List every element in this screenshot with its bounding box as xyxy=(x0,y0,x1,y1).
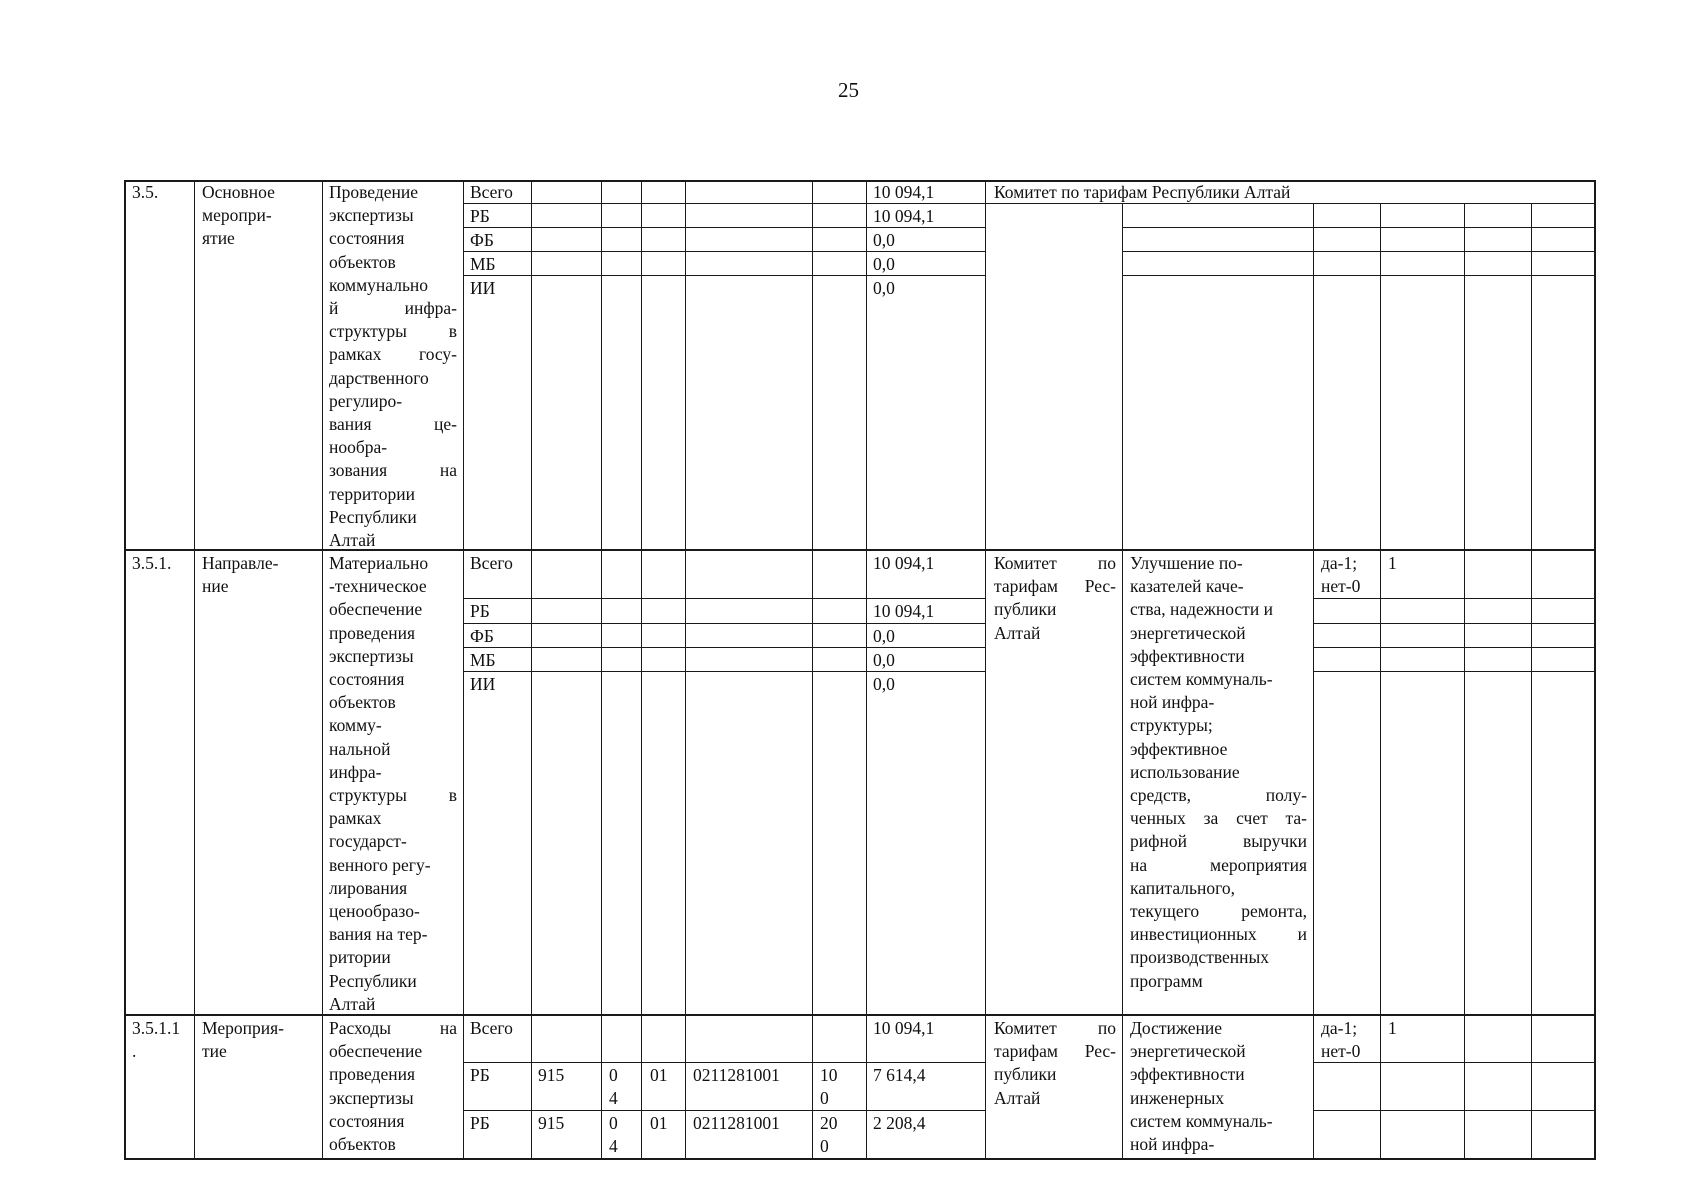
row-name: Материально -техническое обеспечение проведения экспертизы состояния объектов комму- нальной инфра- структуры в рамках государст- венного регу- лирования ценообразо- вания на тер- ритории Республики Алтай xyxy=(329,553,457,1014)
responsible-executor: Комитет по тарифам Республики Алтай xyxy=(994,182,1291,202)
source-mb: МБ xyxy=(470,254,496,274)
row-type: Направле- ние xyxy=(202,553,279,597)
amount-ii: 0,0 xyxy=(873,278,895,298)
responsible-executor: Комитет по тарифам Рес- публики Алтай xyxy=(994,553,1116,643)
amount-rb: 7 614,4 xyxy=(873,1065,926,1085)
responsible-executor: Комитет по тарифам Рес- публики Алтай xyxy=(994,1018,1116,1108)
source-fb: ФБ xyxy=(470,626,494,646)
target-article-code: 0211281001 xyxy=(693,1113,780,1133)
subsection-code: 01 xyxy=(650,1065,668,1085)
amount-fb: 0,0 xyxy=(873,626,895,646)
target-article-code: 0211281001 xyxy=(693,1065,780,1085)
source-fb: ФБ xyxy=(470,230,494,250)
source-ii: ИИ xyxy=(470,674,496,694)
unit-of-measure: да-1; нет-0 xyxy=(1321,1018,1361,1062)
row-name: Проведение экспертизы состояния объектов коммунально й инфра- структуры в рамках госу- дарственного регулиро- вания це- нообра- зования на территории Республики Алтай xyxy=(329,182,457,551)
source-rb: РБ xyxy=(470,206,490,226)
section-code: 0 4 xyxy=(609,1065,618,1109)
grbs-code: 915 xyxy=(538,1065,565,1085)
expense-type-code: 10 0 xyxy=(820,1065,838,1109)
source-rb: РБ xyxy=(470,1065,490,1085)
program-table xyxy=(124,180,1596,1160)
source-rb: РБ xyxy=(470,1113,490,1133)
amount-rb: 10 094,1 xyxy=(873,601,935,621)
unit-of-measure: да-1; нет-0 xyxy=(1321,553,1361,597)
amount-total: 10 094,1 xyxy=(873,1018,935,1038)
indicator-value: 1 xyxy=(1388,553,1397,573)
target-indicator: Улучшение по- казателей каче- ства, надежности и энергетической эффективности систем коммуналь- ной инфра- структуры; эффективное использование средств, полу- ченных за счет та- рифной выручки на мероприятия капитального, текущего ремонта, инвестиционных и производственных программ xyxy=(1130,553,1307,991)
grbs-code: 915 xyxy=(538,1113,565,1133)
amount-rb: 10 094,1 xyxy=(873,206,935,226)
source-rb: РБ xyxy=(470,601,490,621)
amount-total: 10 094,1 xyxy=(873,553,935,573)
row-type: Основное меропри- ятие xyxy=(202,182,275,249)
source-ii: ИИ xyxy=(470,278,496,298)
expense-type-code: 20 0 xyxy=(820,1113,838,1157)
source-total: Всего xyxy=(470,182,513,202)
row-number: 3.5. xyxy=(132,182,159,202)
row-name: Расходы на обеспечение проведения экспертизы состояния объектов xyxy=(329,1018,457,1155)
target-indicator: Достижение энергетической эффективности инженерных систем коммуналь- ной инфра- xyxy=(1130,1018,1273,1155)
amount-ii: 0,0 xyxy=(873,674,895,694)
source-total: Всего xyxy=(470,553,513,573)
source-total: Всего xyxy=(470,1018,513,1038)
amount-mb: 0,0 xyxy=(873,254,895,274)
section-code: 0 4 xyxy=(609,1113,618,1157)
indicator-value: 1 xyxy=(1388,1018,1397,1038)
page-number: 25 xyxy=(838,78,859,102)
amount-total: 10 094,1 xyxy=(873,182,935,202)
amount-rb: 2 208,4 xyxy=(873,1113,926,1133)
amount-fb: 0,0 xyxy=(873,230,895,250)
row-number: 3.5.1. xyxy=(132,553,172,573)
row-type: Мероприя- тие xyxy=(202,1018,284,1062)
source-mb: МБ xyxy=(470,650,496,670)
subsection-code: 01 xyxy=(650,1113,668,1133)
row-number: 3.5.1.1 . xyxy=(132,1018,181,1062)
amount-mb: 0,0 xyxy=(873,650,895,670)
